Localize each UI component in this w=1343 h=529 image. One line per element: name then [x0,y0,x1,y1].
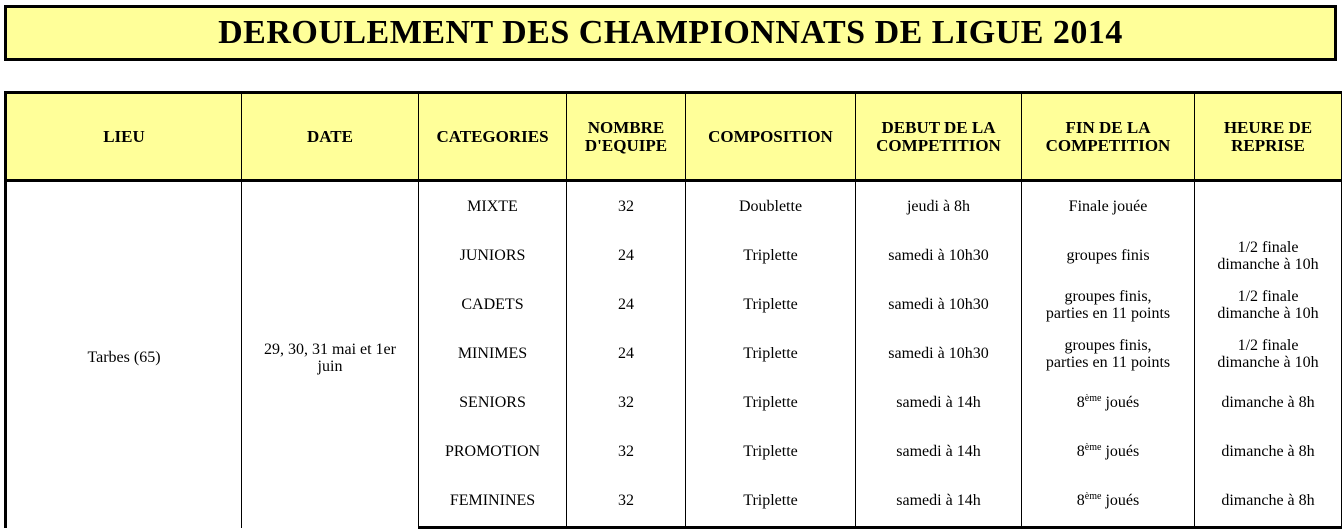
cell-nombre: 24 [567,232,686,281]
header-nombre-line2: D'EQUIPE [584,135,668,155]
fin-word: joués [1101,443,1140,461]
cell-fin [1022,232,1195,281]
header-debut [856,93,1022,181]
cell-nombre: 32 [567,379,686,428]
cell-composition: Triplette [686,281,856,330]
fin-word: joués [1101,394,1140,412]
fin-number: 8 [1076,443,1085,461]
fin-line1: Finale jouée [1068,197,1148,215]
fin-word: joués [1101,492,1140,510]
reprise-line1: dimanche à 8h [1221,394,1315,412]
cell-categorie: SENIORS [419,379,567,428]
cell-categorie: PROMOTION [419,428,567,477]
fin-line2: parties en 11 points [1045,353,1171,371]
header-debut-line2: COMPETITION [876,135,1001,155]
header-reprise-line2: REPRISE [1231,135,1305,155]
header-fin-line2: COMPETITION [1045,135,1171,155]
cell-fin [1022,428,1195,477]
schedule-table [4,91,1342,529]
cell-reprise [1195,330,1342,379]
cell-composition: Triplette [686,232,856,281]
header-fin [1022,93,1195,181]
cell-composition: Triplette [686,428,856,477]
header-nombre-line1: NOMBRE [587,117,665,137]
cell-composition: Doublette [686,181,856,233]
fin-line1: groupes finis [1066,247,1150,265]
cell-composition: Triplette [686,330,856,379]
date-line2: juin [317,357,343,375]
cell-lieu: Tarbes (65) [6,181,242,528]
fin-superscript: ème [1084,442,1102,454]
header-date: DATE [242,93,419,181]
reprise-line1: dimanche à 8h [1221,492,1315,510]
header-reprise-line1: HEURE DE [1223,117,1313,137]
cell-debut: jeudi à 8h [856,181,1022,233]
cell-reprise [1195,428,1342,477]
cell-categorie: CADETS [419,281,567,330]
cell-fin [1022,379,1195,428]
cell-fin [1022,477,1195,528]
reprise-line2: dimanche à 10h [1217,304,1319,322]
fin-line1: groupes finis, [1064,287,1152,305]
cell-nombre: 32 [567,477,686,528]
fin-number: 8 [1076,394,1085,412]
page-title: DEROULEMENT DES CHAMPIONNATS DE LIGUE 2014 [4,5,1337,61]
cell-fin [1022,330,1195,379]
cell-reprise [1195,281,1342,330]
cell-debut: samedi à 10h30 [856,232,1022,281]
cell-fin [1022,281,1195,330]
header-composition: COMPOSITION [686,93,856,181]
fin-number: 8 [1076,492,1085,510]
cell-reprise [1195,232,1342,281]
fin-line2: parties en 11 points [1045,304,1171,322]
cell-reprise [1195,181,1342,233]
header-row [6,93,1342,181]
cell-categorie: MIXTE [419,181,567,233]
cell-categorie: MINIMES [419,330,567,379]
reprise-line1: 1/2 finale [1237,287,1299,305]
cell-fin [1022,181,1195,233]
reprise-line2: dimanche à 10h [1217,255,1319,273]
header-nombre [567,93,686,181]
cell-debut: samedi à 14h [856,379,1022,428]
cell-date [242,181,419,528]
cell-nombre: 24 [567,330,686,379]
cell-debut: samedi à 14h [856,477,1022,528]
reprise-line1: 1/2 finale [1237,336,1299,354]
cell-categorie: FEMININES [419,477,567,528]
fin-superscript: ème [1084,393,1102,405]
header-lieu: LIEU [6,93,242,181]
cell-debut: samedi à 14h [856,428,1022,477]
cell-reprise [1195,477,1342,528]
fin-line1: groupes finis, [1064,336,1152,354]
cell-reprise [1195,379,1342,428]
header-categories: CATEGORIES [419,93,567,181]
header-debut-line1: DEBUT DE LA [881,117,996,137]
reprise-line1: 1/2 finale [1237,238,1299,256]
cell-nombre: 32 [567,181,686,233]
reprise-line1: dimanche à 8h [1221,443,1315,461]
cell-debut: samedi à 10h30 [856,281,1022,330]
cell-categorie: JUNIORS [419,232,567,281]
cell-composition: Triplette [686,379,856,428]
cell-debut: samedi à 10h30 [856,330,1022,379]
cell-nombre: 24 [567,281,686,330]
cell-nombre: 32 [567,428,686,477]
cell-composition: Triplette [686,477,856,528]
header-reprise [1195,93,1342,181]
table-row [6,181,1342,233]
header-fin-line1: FIN DE LA [1065,117,1151,137]
reprise-line2: dimanche à 10h [1217,353,1319,371]
date-line1: 29, 30, 31 mai et 1er [264,340,396,358]
fin-superscript: ème [1084,491,1102,503]
